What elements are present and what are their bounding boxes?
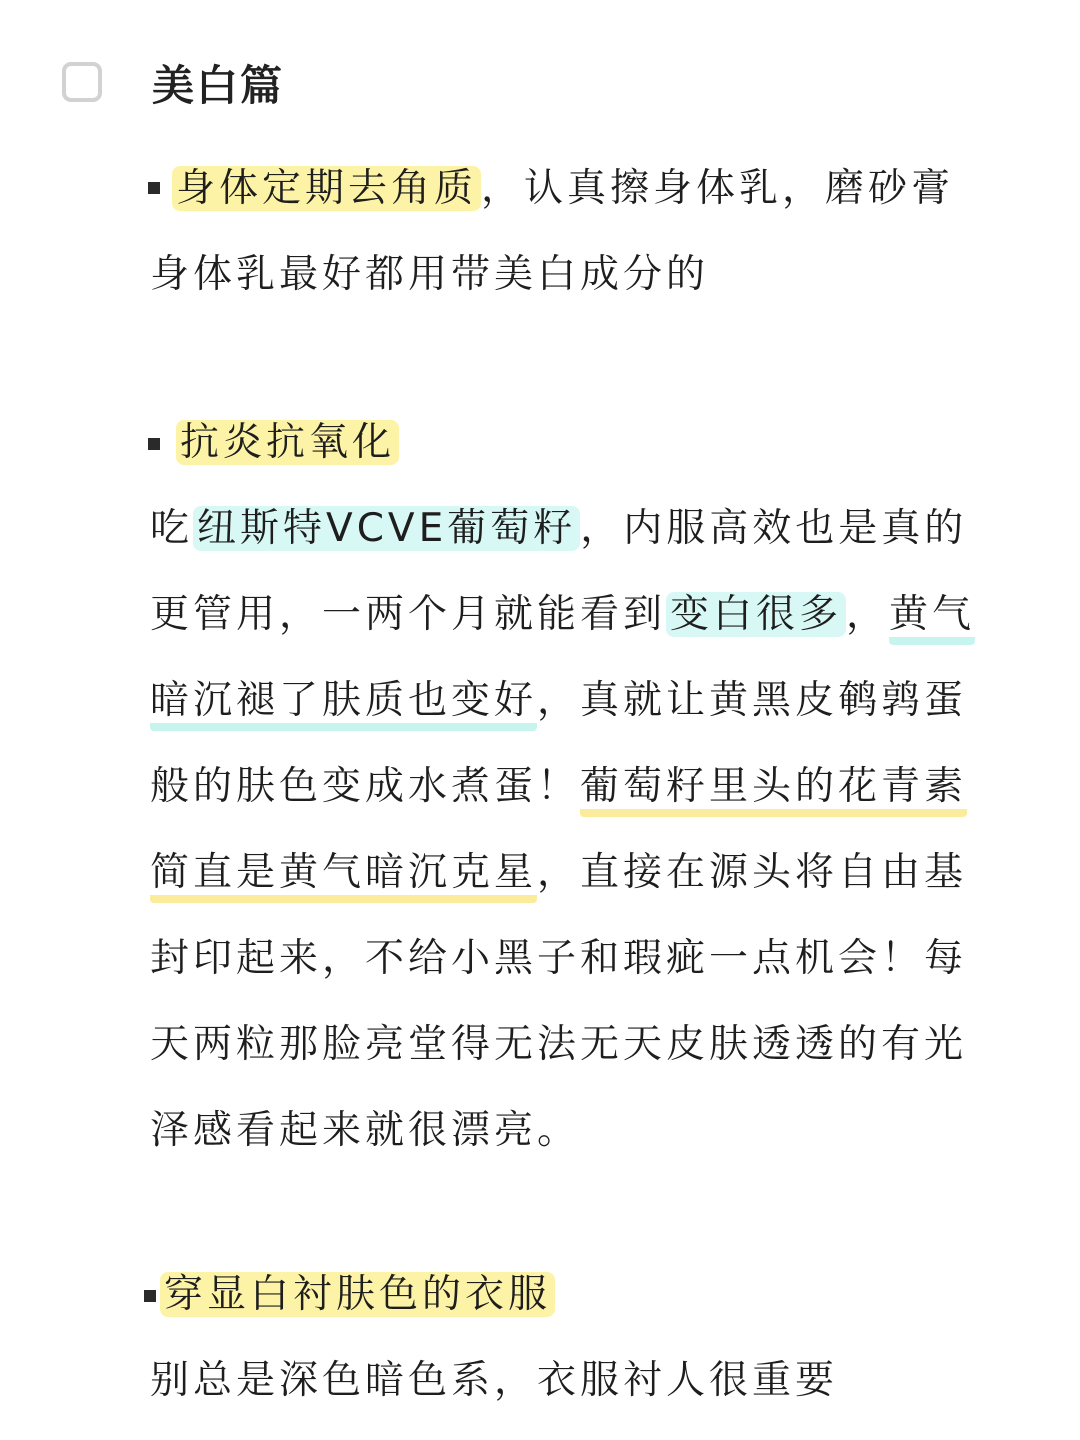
text-span: ，直接在源头将自由基 bbox=[537, 850, 968, 895]
section-2-body bbox=[150, 486, 1050, 1174]
section-2-line-7: 天两粒那脸亮堂得无法无天皮肤透透的有光 bbox=[150, 1022, 968, 1067]
text-span: 吃 bbox=[150, 506, 194, 551]
section-1-line-2: 身体乳最好都用带美白成分的 bbox=[150, 252, 710, 297]
section-3-heading-row bbox=[150, 1252, 1050, 1338]
section-2-line-3 bbox=[150, 658, 1050, 744]
text-span: ， bbox=[846, 592, 890, 637]
section-2-line-2 bbox=[150, 572, 1050, 658]
text-span: ，内服高效也是真的 bbox=[580, 506, 968, 551]
section-2-line-8: 泽感看起来就很漂亮。 bbox=[150, 1108, 581, 1153]
section-2-line-6: 封印起来，不给小黑子和瑕疵一点机会！每 bbox=[150, 936, 968, 981]
section-2-heading-row bbox=[150, 400, 1050, 486]
section-1-line-1-rest: ，认真擦身体乳，磨砂膏 bbox=[481, 166, 955, 211]
section-2-heading: 抗炎抗氧化 bbox=[176, 420, 399, 465]
underline-text: 葡萄籽里头的花青素 bbox=[580, 764, 967, 817]
section-1-heading: 身体定期去角质 bbox=[172, 166, 481, 211]
text-span: 般的肤色变成水煮蛋！ bbox=[150, 764, 581, 809]
section-3-line-1: 别总是深色暗色系，衣服衬人很重要 bbox=[150, 1358, 839, 1403]
section-3-heading: 穿显白衬肤色的衣服 bbox=[160, 1272, 555, 1317]
underline-text: 暗沉褪了肤质也变好 bbox=[150, 678, 537, 731]
product-highlight: 纽斯特VCVE葡萄籽 bbox=[193, 506, 580, 551]
underline-text: 简直是黄气暗沉克星 bbox=[150, 850, 537, 903]
page-title: 美白篇 bbox=[152, 61, 285, 110]
text-span: 更管用，一两个月就能看到 bbox=[150, 592, 667, 637]
section-1-line-1 bbox=[150, 146, 1050, 232]
checkbox-icon[interactable] bbox=[62, 62, 102, 102]
section-2-line-1 bbox=[150, 486, 1050, 572]
section-2-line-4 bbox=[150, 744, 1050, 830]
section-3 bbox=[150, 1252, 1050, 1424]
underline-text: 黄气 bbox=[889, 592, 975, 645]
section-1 bbox=[150, 146, 1050, 318]
whitening-highlight: 变白很多 bbox=[666, 592, 846, 637]
text-span: ，真就让黄黑皮鹌鹑蛋 bbox=[537, 678, 968, 723]
section-2-line-5 bbox=[150, 830, 1050, 916]
